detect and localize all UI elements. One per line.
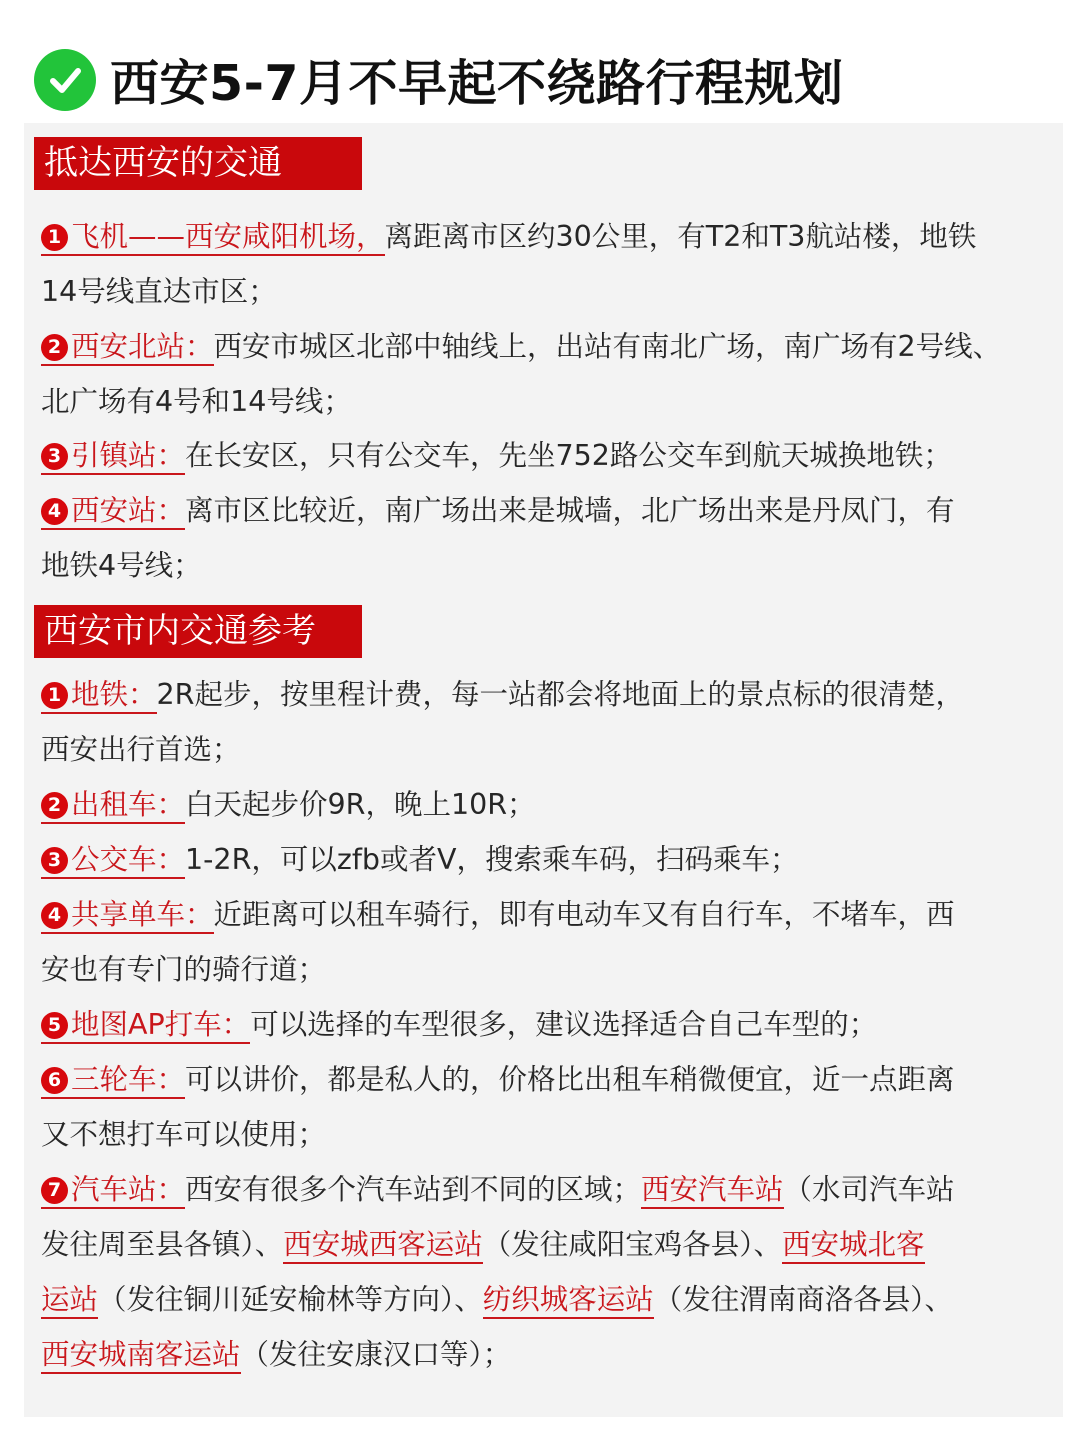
station-link-xian-bus-station: 西安汽车站 <box>641 1173 784 1209</box>
city-item-2-lead: 2 出租车： <box>41 788 185 824</box>
city-item-6-cont: 又不想打车可以使用； <box>41 1118 327 1151</box>
station-link-chengnan: 西安城南客运站 <box>41 1338 241 1374</box>
number-badge: 1 <box>41 682 68 709</box>
number-badge: 2 <box>41 334 68 361</box>
number-badge: 4 <box>41 498 68 525</box>
station-link-chengbei-part1: 西安城北客 <box>782 1228 925 1264</box>
city-item-4-lead: 4 共享单车： <box>41 898 214 934</box>
city-item-2 <box>41 785 1063 825</box>
arrival-item-2 <box>41 327 1063 367</box>
city-item-2-text: 白天起步价9R，晚上10R； <box>185 788 536 821</box>
city-item-4-cont: 安也有专门的骑行道； <box>41 953 327 986</box>
number-badge: 4 <box>41 902 68 929</box>
city-item-7-lead: 7 汽车站： <box>41 1173 185 1209</box>
city-item-5 <box>41 1005 1063 1045</box>
page-title: 西安5-7月不早起不绕路行程规划 <box>110 55 844 112</box>
number-badge: 7 <box>41 1177 68 1204</box>
city-item-3-lead: 3 公交车： <box>41 843 185 879</box>
arrival-item-4-text: 离市区比较近，南广场出来是城墙，北广场出来是丹凤门，有 <box>185 494 955 527</box>
city-item-3-text: 1-2R，可以zfb或者V，搜索乘车码，扫码乘车； <box>185 843 799 876</box>
city-item-1-lead: 1 地铁： <box>41 678 157 714</box>
city-item-1 <box>41 675 1063 715</box>
section-header-city: 西安市内交通参考 <box>34 605 362 658</box>
arrival-item-3-text: 在长安区，只有公交车，先坐752路公交车到航天城换地铁； <box>185 439 952 472</box>
number-badge: 2 <box>41 792 68 819</box>
number-badge: 3 <box>41 443 68 470</box>
city-item-4-text: 近距离可以租车骑行，即有电动车又有自行车，不堵车，西 <box>213 898 955 931</box>
city-item-6-text: 可以讲价，都是私人的，价格比出租车稍微便宜，近一点距离 <box>185 1063 955 1096</box>
station-link-fangzhicheng: 纺织城客运站 <box>483 1283 654 1319</box>
city-item-3 <box>41 840 1063 880</box>
check-mark-icon <box>34 49 96 111</box>
city-item-6 <box>41 1060 1063 1100</box>
city-item-7-cont-1: 发往周至县各镇）、西安城西客运站（发往咸阳宝鸡各县）、西安城北客 <box>41 1225 1063 1265</box>
station-link-chengxi: 西安城西客运站 <box>283 1228 483 1264</box>
city-item-1-cont: 西安出行首选； <box>41 733 241 766</box>
title-bar <box>34 42 844 118</box>
arrival-item-2-lead: 2 西安北站： <box>41 330 214 366</box>
city-item-4 <box>41 895 1063 935</box>
arrival-item-3 <box>41 436 1063 476</box>
number-badge: 5 <box>41 1012 68 1039</box>
arrival-item-1 <box>41 217 1063 257</box>
arrival-item-3-lead: 3 引镇站： <box>41 439 185 475</box>
city-item-6-lead: 6 三轮车： <box>41 1063 185 1099</box>
section-header-arrival: 抵达西安的交通 <box>34 137 362 190</box>
arrival-item-2-text: 西安市城区北部中轴线上，出站有南北广场，南广场有2号线、 <box>213 330 1002 363</box>
city-item-5-lead: 5 地图AP打车： <box>41 1008 250 1044</box>
arrival-item-1-lead: 1 飞机——西安咸阳机场， <box>41 220 385 256</box>
arrival-item-1-cont: 14号线直达市区； <box>41 275 277 308</box>
arrival-item-4-lead: 4 西安站： <box>41 494 185 530</box>
arrival-item-2-cont: 北广场有4号和14号线； <box>41 385 352 418</box>
arrival-item-1-text: 离距离市区约30公里，有T2和T3航站楼，地铁 <box>384 220 977 253</box>
number-badge: 3 <box>41 847 68 874</box>
content-panel <box>24 123 1063 1417</box>
city-item-1-text: 2R起步，按里程计费，每一站都会将地面上的景点标的很清楚， <box>156 678 964 711</box>
arrival-item-4-cont: 地铁4号线； <box>41 549 202 582</box>
city-item-7-cont-3: 西安城南客运站（发往安康汉口等）； <box>41 1335 1063 1375</box>
number-badge: 6 <box>41 1067 68 1094</box>
station-link-chengbei-part2: 运站 <box>41 1283 98 1319</box>
city-item-5-text: 可以选择的车型很多，建议选择适合自己车型的； <box>250 1008 878 1041</box>
arrival-item-4 <box>41 491 1063 531</box>
city-item-7: 7 汽车站：西安有很多个汽车站到不同的区域；西安汽车站（水司汽车站 <box>41 1170 1063 1210</box>
city-item-7-cont-2: 运站（发往铜川延安榆林等方向）、纺织城客运站（发往渭南商洛各县）、 <box>41 1280 1063 1320</box>
number-badge: 1 <box>41 224 68 251</box>
